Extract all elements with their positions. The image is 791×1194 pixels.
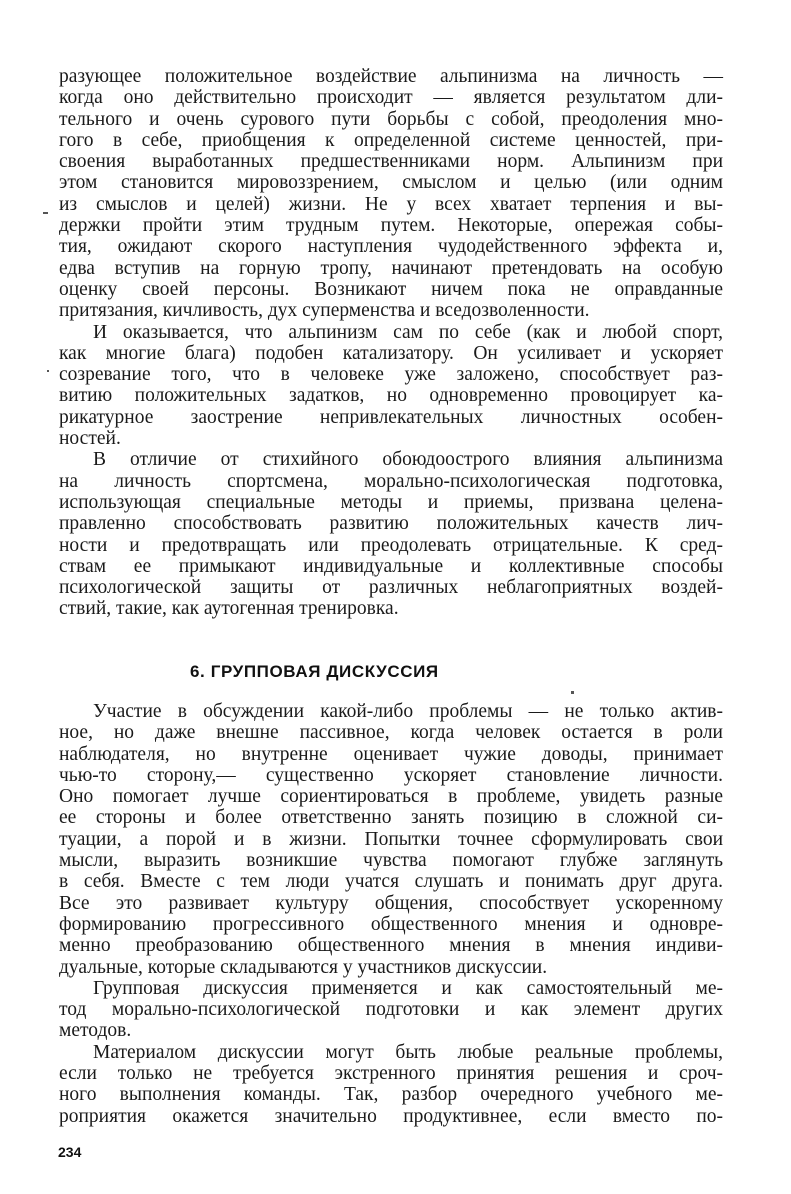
text-line: Оно помогает лучше сориентироваться в проблеме, увидеть разные [59,786,723,808]
text-line: психологической защиты от различных неблагоприятных воздей- [59,577,723,599]
text-line: в себя. Вместе с тем люди учатся слушать и понимать друг друга. [59,871,723,893]
text-line: ствий, такие, как аутогенная тренировка. [59,598,399,620]
paragraph [59,449,723,619]
page-number: 234 [58,1144,82,1160]
paragraph [59,1042,723,1127]
text-line: из смыслов и целей) жизни. Не у всех хватает терпения и вы- [59,193,723,215]
text-line: И оказывается, что альпинизм сам по себе (как и любой спорт, [93,321,723,343]
text-line: витию положительных задатков, но одновременно провоцирует ка- [59,385,723,407]
text-line: тельного и очень сурового пути борьбы с собой, преодоления мно- [59,108,723,130]
text-line: ности и предотвращать или преодолевать отрицательные. К сред- [59,534,723,556]
text-line: правленно способствовать развитию положительных качеств лич- [59,513,723,535]
text-line: тия, ожидают скорого наступления чудодейственного эффекта и, [59,236,723,258]
text-line: своения выработанных предшественниками норм. Альпинизм при [59,151,723,173]
text-line: разующее положительное воздействие альпинизма на личность — [59,66,723,87]
text-line: ствам ее примыкают индивидуальные и коллективные способы [59,555,723,577]
text-line: Участие в обсуждении какой-либо проблемы — не только актив- [93,701,723,722]
text-line: едва вступив на горную тропу, начинают претендовать на особую [59,257,723,279]
text-line: притязания, кичливость, дух суперменства и вседозволенности. [59,300,590,322]
text-line: если только не требуется экстренного принятия решения и сроч- [59,1063,723,1085]
section-heading: 6. ГРУППОВАЯ ДИСКУССИЯ [190,662,439,681]
scan-speck [47,370,49,372]
text-line: ностей. [59,428,121,450]
body-text-group-discussion [59,701,723,1127]
text-line: ное, но даже внешне пассивное, когда человек остается в роли [59,722,723,744]
text-line: мысли, выразить возникшие чувства помогают глубже заглянуть [59,850,723,872]
text-line: чью-то сторону,— существенно ускоряет становление личности. [59,764,723,786]
paragraph [59,701,723,978]
text-line: созревание того, что в человеке уже заложено, способствует раз- [59,364,723,386]
text-line: В отличие от стихийного обоюдоострого влияния альпинизма [93,449,723,471]
scan-speck [43,212,48,214]
text-line: оценку своей персоны. Возникают ничем пока не оправданные [59,278,723,300]
text-line: туации, а порой и в жизни. Попытки точнее сформулировать свои [59,828,723,850]
text-line: Групповая дискуссия применяется и как самостоятельный ме- [93,977,723,999]
text-line: ного выполнения команды. Так, разбор очередного учебного ме- [59,1084,723,1106]
text-line: Материалом дискуссии могут быть любые реальные проблемы, [93,1041,723,1063]
text-line: методов. [59,1020,132,1042]
paragraph [59,66,723,322]
text-line: держки пройти этим трудным путем. Некоторые, опережая собы- [59,215,723,237]
text-line: тод морально-психологической подготовки и как элемент других [59,999,723,1021]
text-line: Все это развивает культуру общения, способствует ускоренному [59,892,723,914]
paragraph [59,322,723,450]
text-line: наблюдателя, но внутренне оценивает чужие доводы, принимает [59,743,723,765]
text-line: рикатурное заострение непривлекательных личностных особен- [59,406,723,428]
paragraph [59,978,723,1042]
text-line: гого в себе, приобщения к определенной системе ценностей, при- [59,129,723,151]
text-line: этом становится мировоззрением, смыслом и целью (или одним [59,172,723,194]
body-text-before-heading [59,66,723,620]
text-line: на личность спортсмена, морально-психологическая подготовка, [59,470,723,492]
text-line: менно преобразованию общественного мнения в мнения индиви- [59,935,723,957]
text-line: использующая специальные методы и приемы, призвана целена- [59,491,723,513]
text-line: дуальные, которые складываются у участников дискуссии. [59,956,548,978]
text-line: формированию прогрессивного общественного мнения и одновре- [59,913,723,935]
scan-speck [571,691,574,694]
text-line: роприятия окажется значительно продуктивнее, если вместо по- [59,1105,723,1127]
text-line: как многие блага) подобен катализатору. Он усиливает и ускоряет [59,342,723,364]
text-line: когда оно действительно происходит — является результатом дли- [59,87,723,109]
text-line: ее стороны и более ответственно занять позицию в сложной си- [59,807,723,829]
